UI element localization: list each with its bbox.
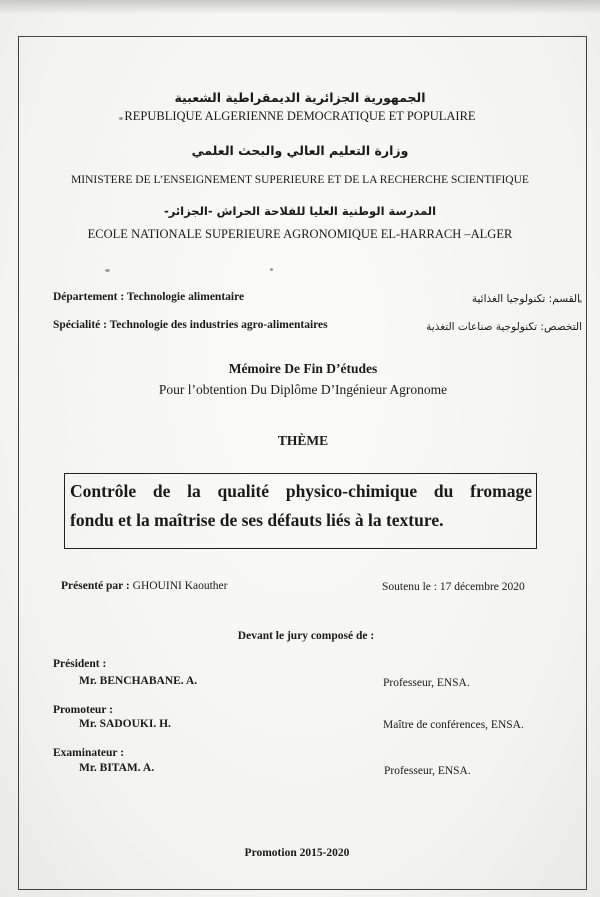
school-french: ECOLE NATIONALE SUPERIEURE AGRONOMIQUE EL-HARRACH –ALGER xyxy=(87,227,513,241)
ministry-arabic: وزارة التعليم العالي والبحث العلمي xyxy=(191,143,409,158)
school-arabic: المدرسة الوطنية العليا للفلاحة الحراش -الجزائر- xyxy=(163,204,437,218)
speciality-arabic: التخصص: تكنولوجية صناعات التغذية xyxy=(426,321,582,333)
scan-speck xyxy=(105,269,110,272)
theme-heading: THÈME xyxy=(277,433,329,448)
ministry-french: MINISTERE DE L’ENSEIGNEMENT SUPERIEURE ET DE LA RECHERCHE SCIENTIFIQUE xyxy=(71,174,529,186)
presented-by xyxy=(61,580,228,592)
memoire-subtitle: Pour l’obtention Du Diplôme D’Ingénieur Agronome xyxy=(158,382,448,397)
jury-name-president: Mr. BENCHABANE. A. xyxy=(79,675,198,687)
defense-date: Soutenu le : 17 décembre 2020 xyxy=(382,581,525,593)
memoire-title: Mémoire De Fin D’études xyxy=(228,361,378,376)
jury-title-president: Professeur, ENSA. xyxy=(383,677,470,689)
jury-role-examinateur: Examinateur : xyxy=(53,747,125,759)
scan-shadow xyxy=(0,0,600,14)
republic-arabic: الجمهورية الجزائرية الديمقراطية الشعبية xyxy=(174,90,426,105)
jury-role-president: Président : xyxy=(53,658,107,670)
jury-role-promoteur: Promoteur : xyxy=(53,704,113,716)
jury-heading: Devant le jury composé de : xyxy=(237,630,375,642)
jury-name-examinateur: Mr. BITAM. A. xyxy=(79,762,155,774)
jury-title-examinateur: Professeur, ENSA. xyxy=(384,765,471,777)
department-arabic: القسم: تكنولوجيا الغذائية xyxy=(471,293,580,305)
republic-french: REPUBLIQUE ALGERIENNE DEMOCRATIQUE ET POPULAIRE xyxy=(124,109,476,123)
theme-line-2: fondu et la maîtrise de ses défauts liés à la texture. xyxy=(70,510,444,530)
speciality-french: Spécialité : Technologie des industries agro-alimentaires xyxy=(53,319,328,331)
promotion: Promotion 2015-2020 xyxy=(244,847,350,859)
student-name: GHOUINI Kaouther xyxy=(132,580,228,592)
theme-line-1: Contrôle de la qualité physico-chimique du fromage xyxy=(70,481,532,501)
jury-name-promoteur: Mr. SADOUKI. H. xyxy=(79,718,171,730)
jury-title-promoteur: Maître de conférences, ENSA. xyxy=(383,719,524,731)
department-french: Département : Technologie alimentaire xyxy=(53,291,245,303)
presented-label: Présenté par : xyxy=(61,580,130,592)
scan-speck xyxy=(270,268,273,271)
